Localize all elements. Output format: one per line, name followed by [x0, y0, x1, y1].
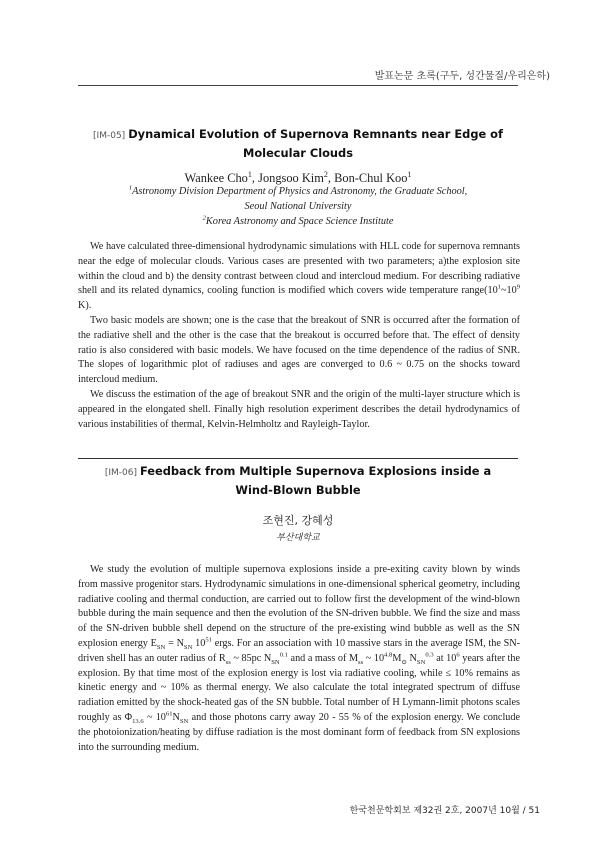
abstract1-authors: Wankee Cho$^1$, Jongsoo Kim$^2$, Bon-Chul Koo$^1$ — [184, 169, 412, 185]
author-2: Jongsoo Kim$^2$ — [258, 169, 328, 185]
page-footer: 한국천문학회보 제32권 2호, 2007년 10월 / 51 — [349, 806, 540, 816]
abstract2-authors: 조현진, 강혜성 — [262, 514, 334, 527]
abstract1-paragraph-1: We have calculated three-dimensional hydrodynamic simulations with HLL code for supernova remnants near the edge of molecular clouds. Various cases are presented with two parameters; a)the explosion site within the cloud and b) the density contrast between cloud and intercloud medium. For describing radiative shell and its related dynamics, cooling function is modified which covers wide temperature $range(10^1\sim 10^9$ K). — [78, 241, 520, 312]
abstract2-title — [78, 463, 518, 499]
abstract2-code: [IM-06] — [104, 468, 137, 478]
author-1: Wankee Cho$^1$ — [184, 169, 252, 185]
affiliation-1-line2: Seoul National University — [244, 201, 352, 212]
author-3: Bon-Chul Koo$^1$ — [334, 169, 412, 185]
abstract1-body — [78, 240, 520, 432]
abstract1-title — [78, 126, 518, 162]
abstract2-title-line2: Wind-Blown Bubble — [235, 483, 361, 497]
affiliation-1: $^1$Astronomy Division Department of Physics and Astronomy, the Graduate School, — [128, 184, 468, 197]
running-header: 발표논문 초록(구두, 성간물질/우리은하) — [374, 71, 550, 82]
abstract1-affiliations — [78, 184, 518, 229]
abstract2-title-line1: Feedback from Multiple Supernova Explosions inside a — [139, 464, 492, 478]
affiliation-2: $^2$Korea Astronomy and Space Science Institute — [202, 214, 394, 227]
abstract1-title-line2: Molecular Clouds — [243, 146, 353, 160]
header-rule — [78, 85, 518, 86]
abstract2-affiliation: 부산대학교 — [276, 533, 320, 543]
abstract1-code: [IM-05] — [93, 131, 126, 141]
abstract2-body — [78, 563, 520, 755]
abstract1-title-line1: Dynamical Evolution of Supernova Remnants near Edge of — [128, 127, 503, 141]
abstract2-paragraph-1: We study the evolution of multiple supernova explosions inside a pre-exiting cavity blown by winds from massive progenitor stars. Hydrodynamic simulations in one-dimensional spherical geometry, including radiative cooling and thermal conduction, are carried out to follow first the development of the wind-blown bubble during the main sequence and then the evolution of the SN-driven bubble. We find the size and mass of the SN-driven bubble shell depend on the structure of the pre-existing wind bubble as well as the SN explosion energy $E_{SN} = N_{SN}$ $10^{51}$ ergs. For an association with 10 massive stars in the average ISM, the SN-driven shell has an outer radius of $R_{ss}$ ~ 85pc $N_{SN}^{0.1}$ and a mass of $M_{ss}$ ~ $10^{4.8}M_⊙$ $N_{SN}^{0.3}$ at $10^6$ years after the explosion. By that time most of the explosion energy is lost via radiative cooling, while ≤ 10% remains as kinetic energy and ~ 10% as thermal energy. We also calculate the total integrated spectrum of diffuse radiation emitted by the shock-heated gas of the SN bubble. Total number of H Lymann-limit photons scales roughly as $\Phi_{13.6}$ ~ $10^{61}N_{SN}$ and those photons carry away 20 - 55 % of the explosion energy. We conclude the photoionization/heating by diffuse radiation is the most dominant form of feedback from SN explosions into the surrounding medium. — [78, 564, 521, 753]
abstract1-paragraph-2: Two basic models are shown; one is the case that the breakout of SNR is occurred after the formation of the radiative shell and the other is the case that the breakout is occurred before that. The effect of density ratio is also considered with basic models. We have focused on the time dependence of the radius of SNR. The slopes of logarithmic plot of radiuses and ages are converged to 0.6 ~ 0.75 on the shocks toward intercloud medium. — [78, 314, 520, 386]
abstract1-paragraph-3: We discuss the estimation of the age of breakout SNR and the origin of the multi-layer structure which is appeared in the elongated shell. Finally high resolution experiment describes the detail hydrodynamics of various instabilities of thermal, Kelvin-Helmholtz and Rayleigh-Taylor. — [78, 388, 520, 430]
section-divider — [78, 458, 518, 459]
